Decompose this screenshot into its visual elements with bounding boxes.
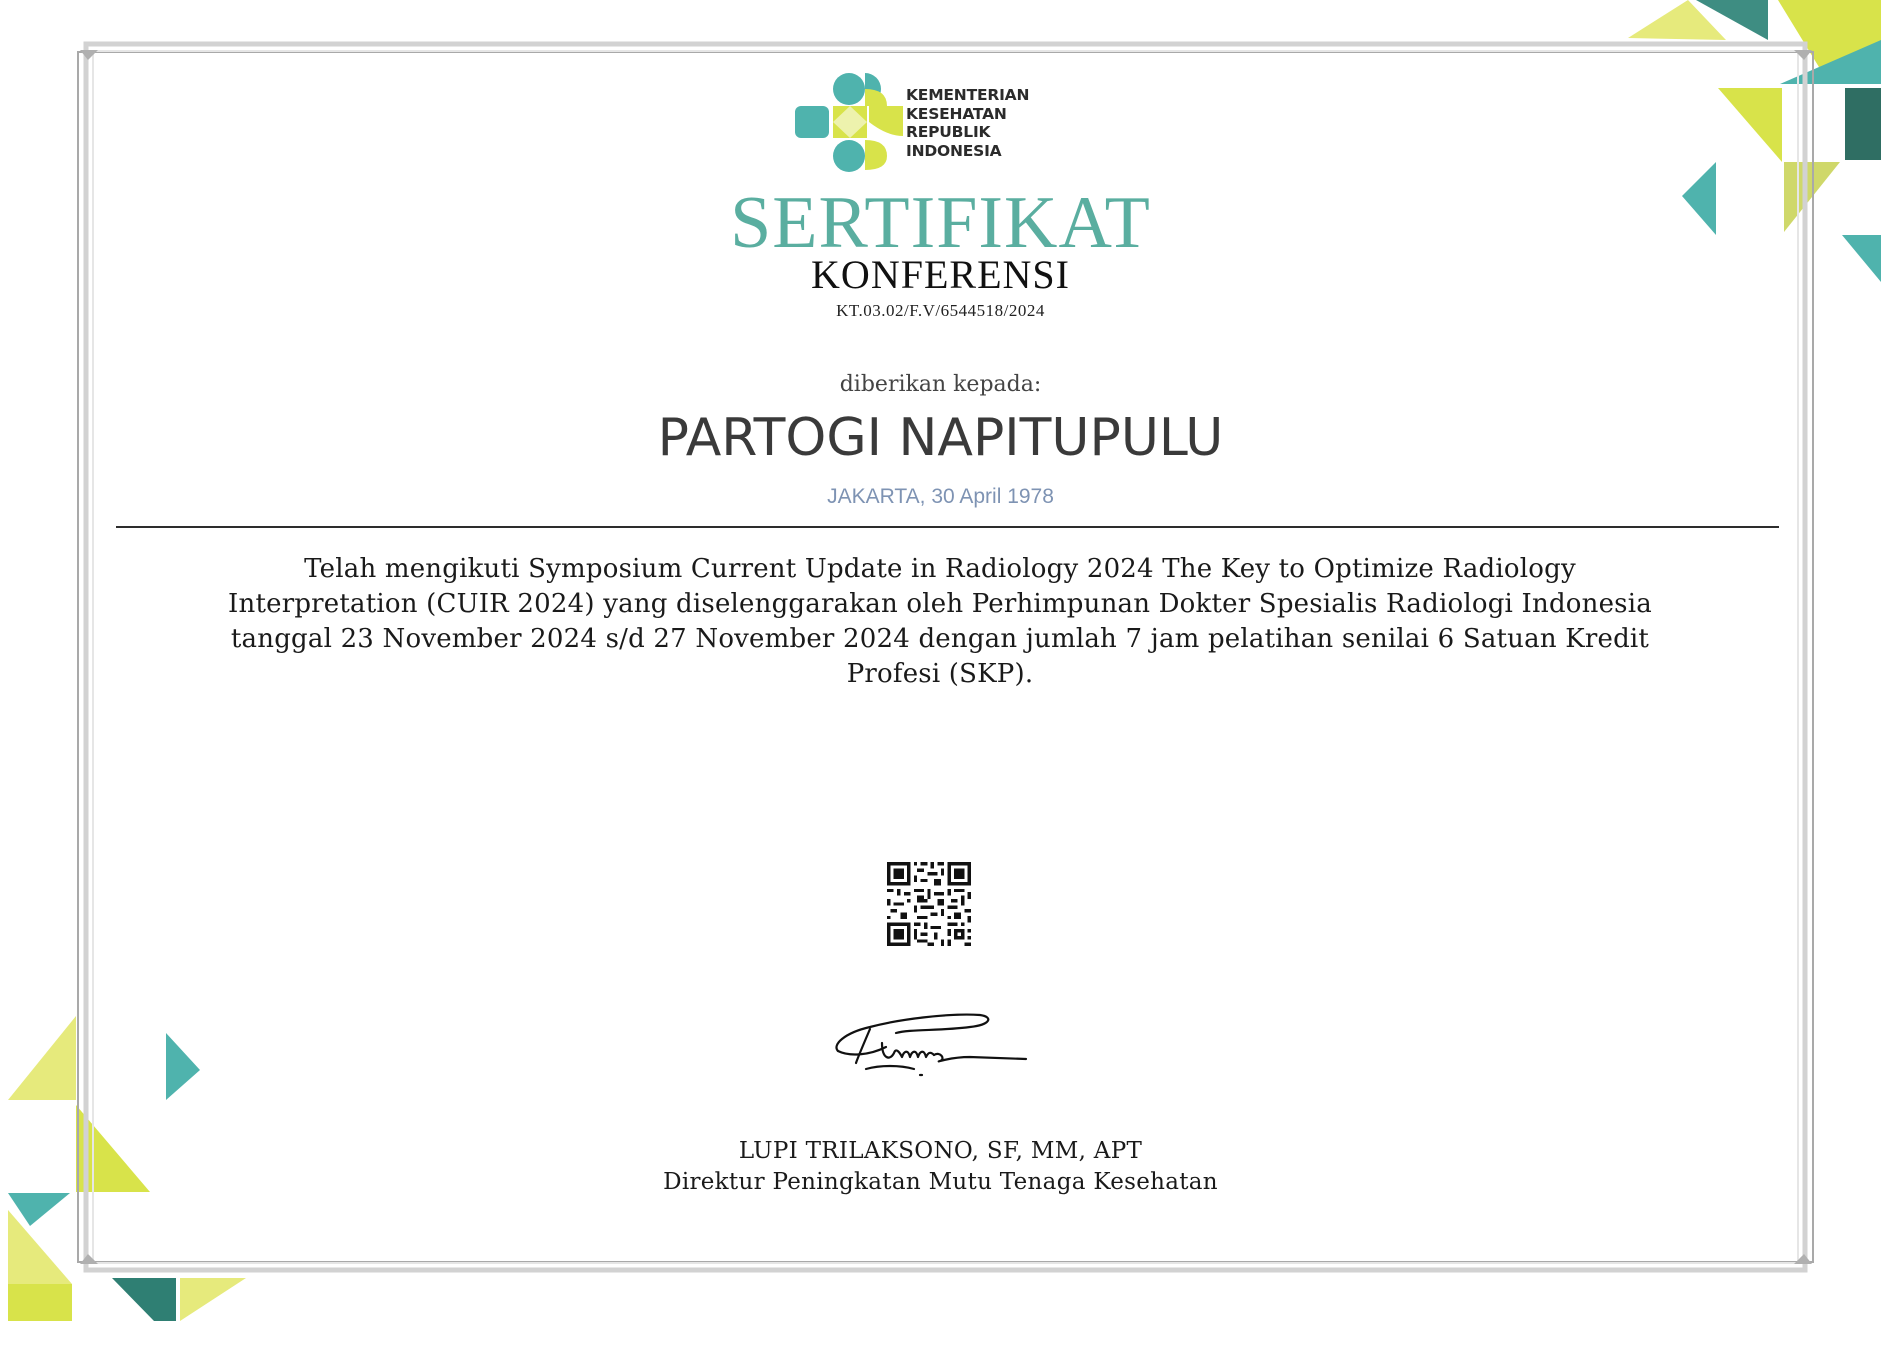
recipient-birth-info: JAKARTA, 30 April 1978 xyxy=(827,485,1054,508)
signer-name: LUPI TRILAKSONO, SF, MM, APT xyxy=(738,1138,1143,1164)
ministry-name-line: KESEHATAN xyxy=(906,104,1007,123)
ministry-name xyxy=(906,86,1029,160)
ministry-name-line: KEMENTERIAN xyxy=(906,86,1030,104)
certificate-subtitle: KONFERENSI xyxy=(811,252,1070,297)
divider xyxy=(116,526,1779,528)
certificate-title: SERTIFIKAT xyxy=(730,182,1151,264)
certificate-number: KT.03.02/F.V/6544518/2024 xyxy=(836,301,1045,320)
recipient-name: PARTOGI NAPITUPULU xyxy=(657,408,1224,468)
certificate-description: Telah mengikuti Symposium Current Update in Radiology 2024 The Key to Optimize Radiology Interpretation (CUIR 2024) yang diselenggarakan oleh Perhimpunan Dokter Spesialis Radiologi Indonesia tanggal 23 November 2024 s/d 27 November 2024 dengan jumlah 7 jam pelatihan senilai 6 Satuan Kredit Profesi (SKP). xyxy=(228,554,1652,689)
ministry-name-line: INDONESIA xyxy=(906,141,1002,160)
qr-code-icon xyxy=(887,862,971,946)
signature xyxy=(830,1003,1035,1085)
signer-title: Direktur Peningkatan Mutu Tenaga Kesehatan xyxy=(663,1169,1218,1195)
ministry-name-line: REPUBLIK xyxy=(906,123,991,141)
given-to-label: diberikan kepada: xyxy=(839,372,1042,397)
